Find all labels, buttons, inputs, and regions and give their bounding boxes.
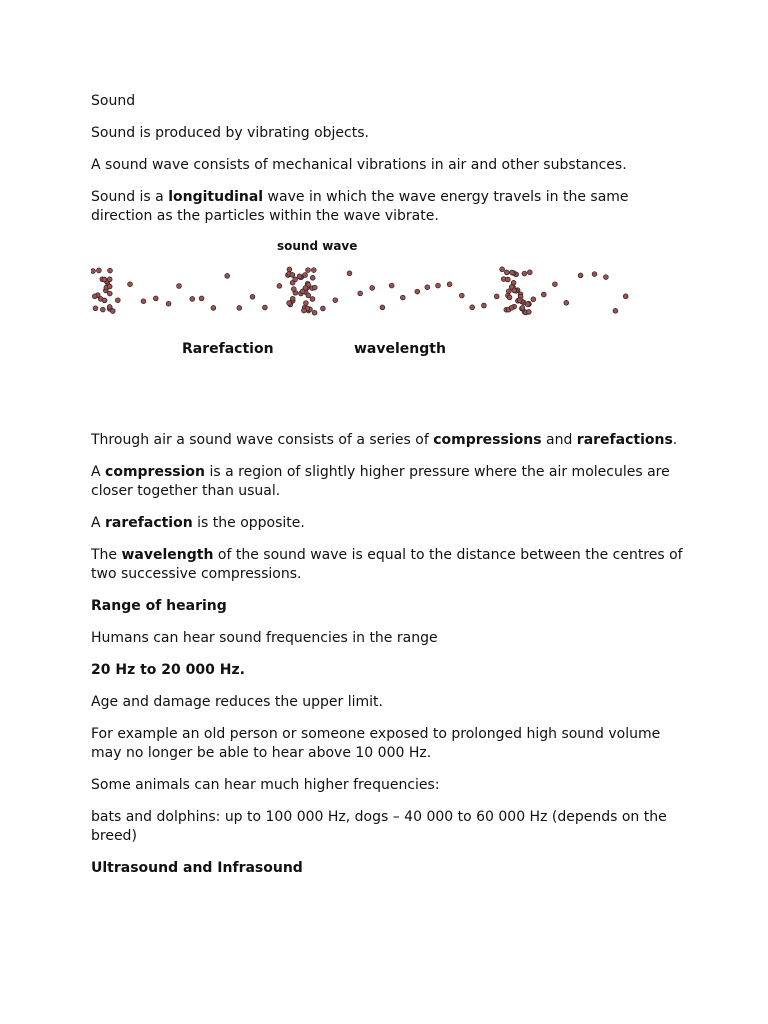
particle-dot <box>93 306 98 311</box>
bold-term-longitudinal: longitudinal <box>168 189 264 205</box>
particle-dot <box>97 268 102 273</box>
text-run: Through air a sound wave consists of a series of <box>91 432 434 448</box>
particle-dot <box>290 273 295 278</box>
particle-dot <box>297 274 302 279</box>
particle-dot <box>311 268 316 273</box>
particle-dot <box>509 305 514 310</box>
bold-term-wavelength: wavelength <box>121 547 214 563</box>
range-heading-text: Range of hearing <box>91 598 227 614</box>
frequency-range-heading <box>91 661 691 680</box>
age-paragraph: Age and damage reduces the upper limit. <box>91 694 383 710</box>
particle-dot <box>107 277 112 282</box>
particle-dot <box>310 275 315 280</box>
particle-dot <box>302 308 307 313</box>
bold-term-compression: compression <box>105 464 206 480</box>
particle-dot <box>500 267 505 272</box>
particle-dot <box>153 296 158 301</box>
particle-dot <box>425 285 430 290</box>
particle-dot <box>115 298 120 303</box>
particle-dot <box>613 308 618 313</box>
particle-dot <box>592 272 597 277</box>
bold-term-rarefactions: rarefactions <box>576 432 673 448</box>
particle-dot <box>531 297 536 302</box>
particle-dot <box>564 300 569 305</box>
particle-dot <box>128 282 133 287</box>
particle-dot <box>512 288 517 293</box>
particle-dot <box>510 270 515 275</box>
particle-dot <box>522 271 527 276</box>
particle-dot <box>91 269 95 274</box>
particle-dot <box>494 294 499 299</box>
particle-dot <box>211 306 216 311</box>
particle-dot <box>623 294 628 299</box>
text-run: Sound is a <box>91 189 169 205</box>
particle-dot <box>380 305 385 310</box>
particle-dot <box>310 297 315 302</box>
particle-dot <box>400 295 405 300</box>
particle-dot <box>141 299 146 304</box>
particle-dot <box>108 268 113 273</box>
particle-dot <box>333 298 338 303</box>
particle-dot <box>312 310 317 315</box>
compression-definition-paragraph <box>91 463 691 501</box>
particle-dot <box>102 298 107 303</box>
particle-dot <box>190 297 195 302</box>
particle-dot <box>505 277 510 282</box>
particle-dot <box>166 301 171 306</box>
particle-dot <box>225 274 230 279</box>
particle-dot <box>263 305 268 310</box>
particle-dot <box>102 277 107 282</box>
text-run: The <box>91 547 122 563</box>
particle-dot <box>389 283 394 288</box>
intro-paragraph: Sound is produced by vibrating objects. <box>91 125 369 141</box>
particle-dot <box>347 271 352 276</box>
text-run: is a region of slightly higher pressure where the air molecules are closer together than usual. <box>91 464 670 499</box>
bold-term-rarefaction: rarefaction <box>105 515 193 531</box>
particle-dot <box>92 294 97 299</box>
particle-dot <box>370 286 375 291</box>
particle-dot <box>107 291 112 296</box>
bold-term-compressions: compressions <box>433 432 542 448</box>
document-page <box>91 92 691 891</box>
particle-dot <box>304 301 309 306</box>
particle-dot <box>517 298 522 303</box>
particle-dot <box>504 270 509 275</box>
particle-dot <box>541 292 546 297</box>
text-run: of the sound wave is equal to the distance between the centres of two successive compressions. <box>91 547 683 582</box>
text-run: A <box>91 515 106 531</box>
wavelength-label: wavelength <box>354 341 446 357</box>
particle-diagram <box>91 261 631 321</box>
text-run: A <box>91 464 106 480</box>
particle-dot <box>107 284 112 289</box>
particle-dot <box>553 282 558 287</box>
particle-dot <box>303 286 308 291</box>
text-run: is the opposite. <box>192 515 305 531</box>
particle-dot <box>177 284 182 289</box>
particle-dot <box>482 303 487 308</box>
particle-dot <box>100 307 105 312</box>
particle-dot <box>321 306 326 311</box>
sound-wave-figure <box>91 239 691 431</box>
particle-dot <box>291 287 296 292</box>
humans-paragraph: Humans can hear sound frequencies in the range <box>91 630 438 646</box>
particle-dot <box>520 306 525 311</box>
particle-dot <box>107 305 112 310</box>
particle-dot <box>199 296 204 301</box>
wavelength-definition-paragraph <box>91 546 691 584</box>
particle-dot <box>525 302 530 307</box>
particle-dot <box>110 309 115 314</box>
particle-dot <box>507 295 512 300</box>
particle-dot <box>358 291 363 296</box>
rarefaction-definition-paragraph <box>91 514 691 533</box>
example-paragraph: For example an old person or someone exposed to prolonged high sound volume may no longer be able to hear above 10 000 Hz. <box>91 726 661 761</box>
particle-dot <box>290 296 295 301</box>
particle-dot <box>526 310 531 315</box>
ultrasound-heading-text: Ultrasound and Infrasound <box>91 860 303 876</box>
particle-dot <box>306 293 311 298</box>
text-run: wave in which the wave energy travels in the same direction as the particles within the wave vibrate. <box>91 189 629 224</box>
particle-dot <box>287 301 292 306</box>
longitudinal-paragraph <box>91 188 691 226</box>
particle-dot <box>578 273 583 278</box>
particle-dot <box>312 285 317 290</box>
particle-dot <box>293 277 298 282</box>
particle-dot <box>277 284 282 289</box>
particle-dot <box>306 268 311 273</box>
particle-dot <box>250 294 255 299</box>
particle-dot <box>459 293 464 298</box>
particle-dot <box>436 283 441 288</box>
frequency-range-text: 20 Hz to 20 000 Hz. <box>91 662 245 678</box>
particle-dot <box>415 289 420 294</box>
animals-paragraph: Some animals can hear much higher frequencies: <box>91 777 440 793</box>
text-run: . <box>672 432 678 448</box>
ultrasound-heading <box>91 859 691 878</box>
particle-dot <box>237 306 242 311</box>
particle-dot <box>447 282 452 287</box>
text-run: and <box>541 432 577 448</box>
particle-dot <box>604 275 609 280</box>
particle-dot <box>287 267 292 272</box>
figure-title: sound wave <box>277 239 358 253</box>
wave-definition-paragraph: A sound wave consists of mechanical vibrations in air and other substances. <box>91 157 627 173</box>
bats-dogs-paragraph: bats and dolphins: up to 100 000 Hz, dogs – 40 000 to 60 000 Hz (depends on the breed) <box>91 809 667 844</box>
range-heading <box>91 597 691 616</box>
compressions-paragraph <box>91 431 691 450</box>
particle-dot <box>303 273 308 278</box>
title-paragraph: Sound <box>91 93 136 109</box>
particle-dot <box>527 270 532 275</box>
rarefaction-label: Rarefaction <box>182 341 274 357</box>
particle-dot <box>470 305 475 310</box>
